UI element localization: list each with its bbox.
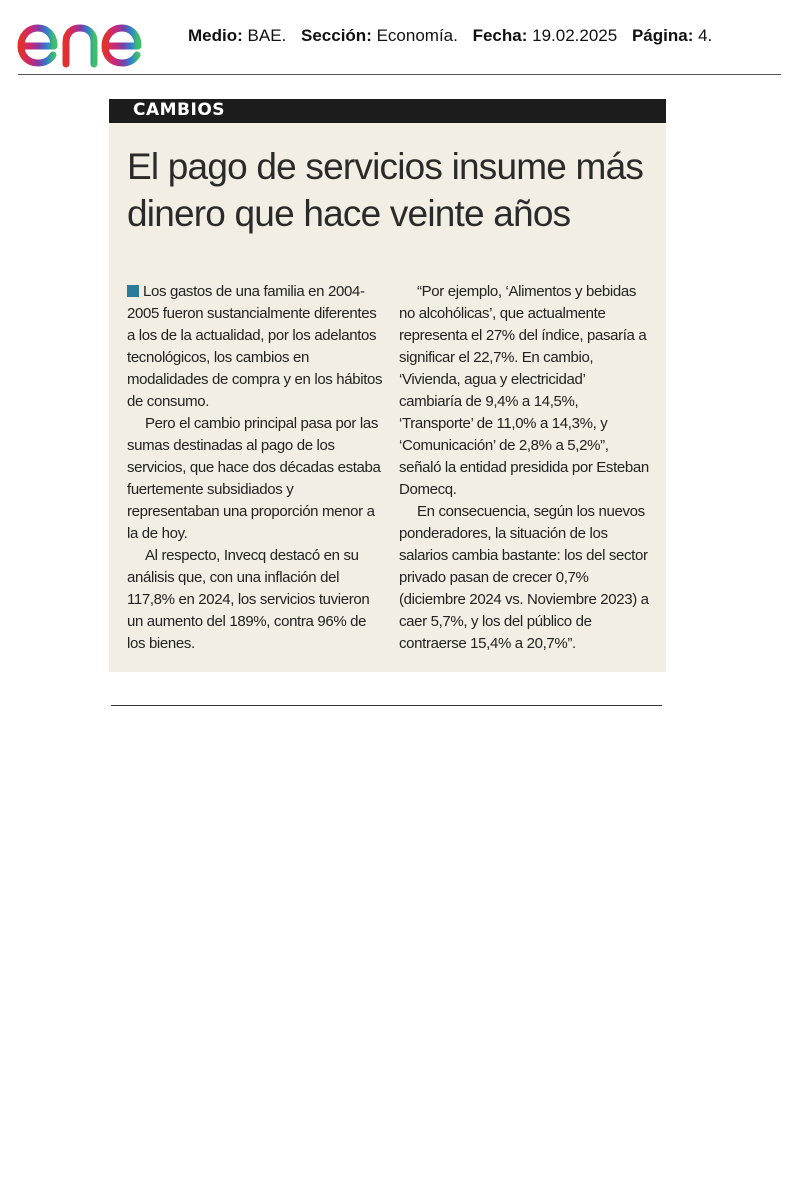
medio-value: BAE. [247,26,287,45]
medio-label: Medio: [188,26,243,45]
seccion-label: Sección: [301,26,372,45]
pagina-value: 4. [698,26,713,45]
fecha-value: 19.02.2025 [532,26,618,45]
paragraph: “Por ejemplo, ‘Alimentos y bebidas no alcohólicas’, que actualmente representa el 27% del índice, pasaría a significar el 22,7%. En cambio, ‘Vivienda, agua y electricidad’ cambiaría de 9,4% a 14,5%, ‘Transporte’ de 11,0% a 14,3%, y ‘Comunicación’ de 2,8% a 5,2%”, señaló la entidad presidida por Esteban Domecq. [399,283,649,498]
article-headline: El pago de servicios insume más dinero que hace veinte años [127,146,644,234]
footer-divider [111,705,662,706]
paragraph: En consecuencia, según los nuevos ponderadores, la situación de los salarios cambia bastante: los del sector privado pasan de crecer 0,7% (diciembre 2024 vs. Noviembre 2023) a caer 5,7%, y los del público de contraerse 15,4% a 20,7%”. [399,503,649,652]
paragraph [127,281,383,413]
fecha-label: Fecha: [472,26,528,45]
pagina-label: Página: [631,26,694,45]
paragraph-text: Los gastos de una familia en 2004-2005 fueron sustancialmente diferentes a los de la actualidad, por los adelantos tecnológicos, los cambios en modalidades de compra y en los hábitos de consumo. [127,283,383,410]
section-bar [109,99,666,123]
document-metadata [188,26,712,46]
section-label: CAMBIOS [133,100,226,120]
enel-logo [14,8,174,68]
article-column-left [127,281,383,655]
header-divider [18,74,781,75]
newspaper-clipping [109,99,666,672]
article-column-right [399,281,651,655]
square-bullet-icon [127,285,139,297]
seccion-value: Economía. [376,26,458,45]
document-header [0,0,800,76]
paragraph: Al respecto, Invecq destacó en su análisis que, con una inflación del 117,8% en 2024, los servicios tuvieron un aumento del 189%, contra 96% de los bienes. [127,547,370,652]
paragraph: Pero el cambio principal pasa por las sumas destinadas al pago de los servicios, que hace dos décadas estaba fuertemente subsidiados y representaban una proporción menor a la de hoy. [127,415,381,542]
